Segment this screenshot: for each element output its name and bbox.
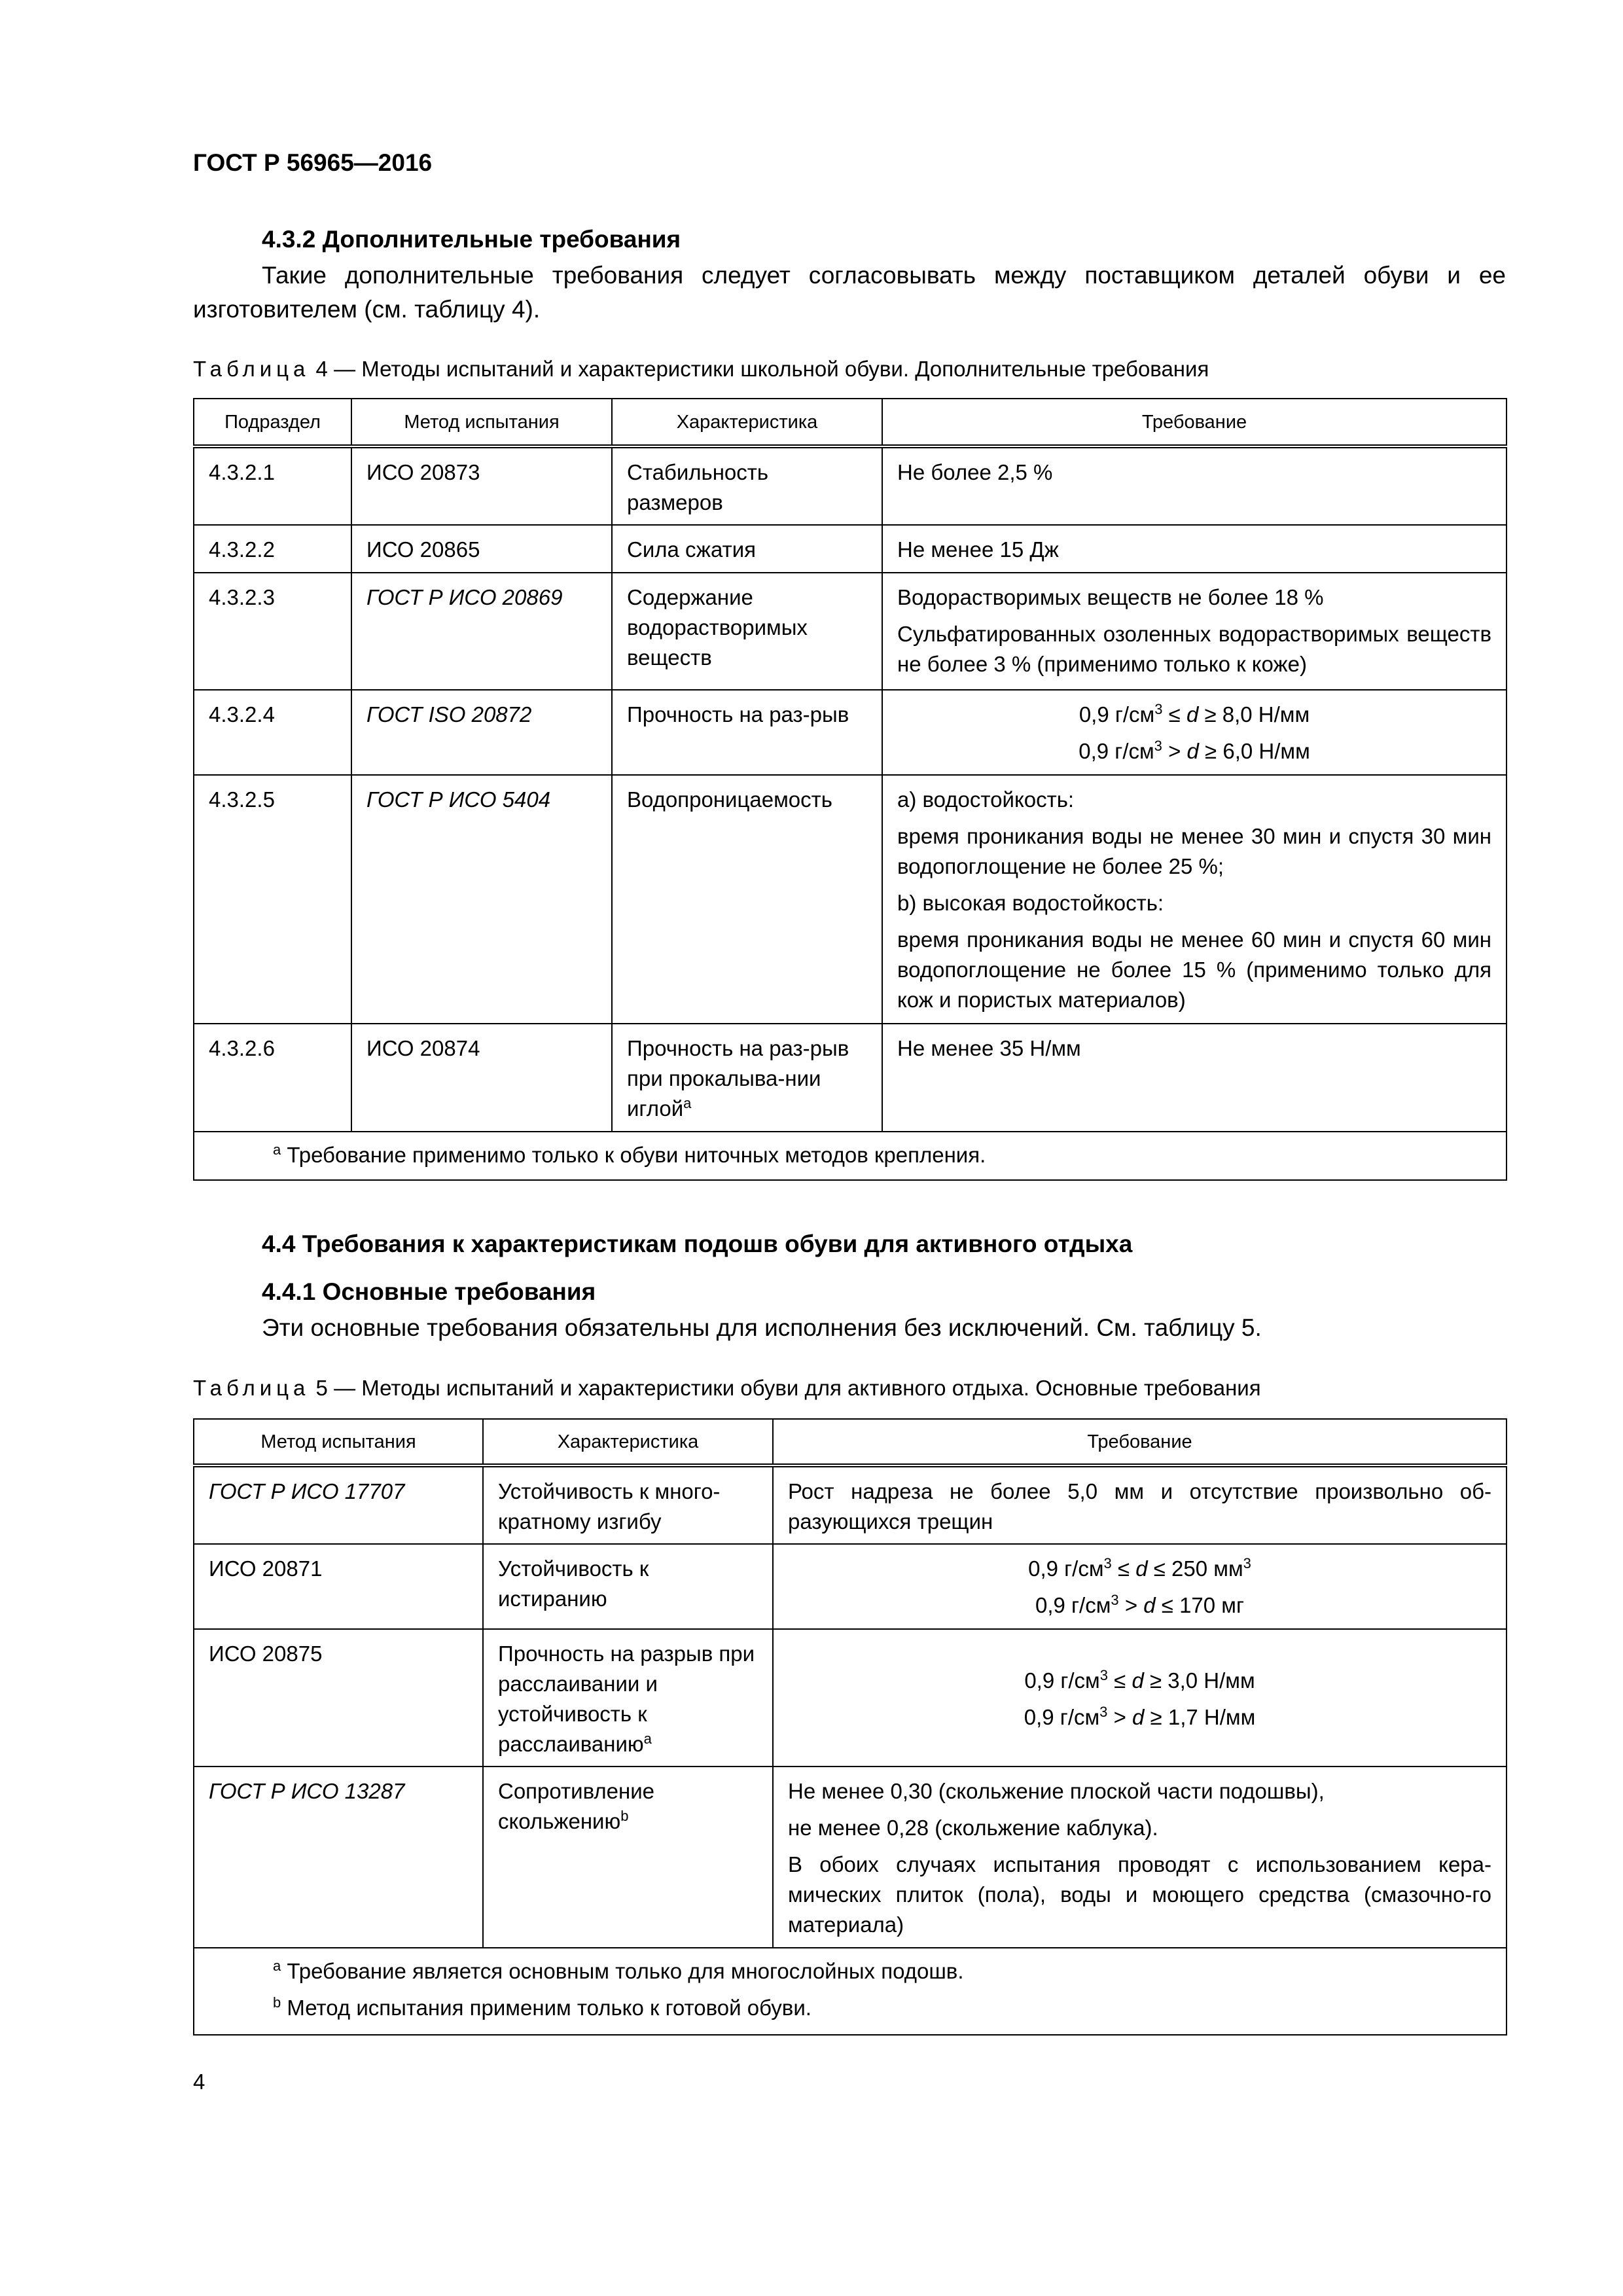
formula-part: > [1162,739,1187,763]
cell-requirement [773,1767,1507,1948]
table-header-row [194,1419,1507,1465]
superscript: 3 [1099,1667,1108,1683]
cell-subsection: 4.3.2.5 [194,775,351,1024]
cell-subsection: 4.3.2.4 [194,690,351,775]
table-row [194,1544,1507,1629]
table4-caption-text: 4 — Методы испытаний и характеристики школьной обуви. Дополнительные требования [310,357,1209,381]
column-header: Метод испытания [194,1419,483,1465]
cell-method: ГОСТ Р ИСО 20869 [351,573,612,690]
table-footnote-row [194,1132,1507,1180]
cell-method: ГОСТ Р ИСО 5404 [351,775,612,1024]
footnote [194,1132,1507,1180]
column-header: Требование [882,399,1507,446]
requirement-line: Сульфатированных озоленных водорастворимых веществ не более 3 % (применимо только к коже) [897,622,1491,676]
section-4-4-title: 4.4 Требования к характеристикам подошв обуви для активного отдыха [262,1230,1133,1257]
cell-method: ИСО 20871 [194,1544,483,1629]
formula-part: ≤ [1111,1556,1136,1581]
table-header-row [194,399,1507,446]
formula-part: ≤ 250 мм [1147,1556,1243,1581]
requirement-line: a) водостойкость: [897,787,1075,812]
formula-part: ≥ 8,0 Н/мм [1198,702,1310,726]
cell-requirement [773,1629,1507,1767]
footnote-text: Требование применимо только к обуви ниточных методов крепления. [281,1143,986,1167]
column-header: Требование [773,1419,1507,1465]
table-row [194,690,1507,775]
cell-characteristic: Устойчивость к истиранию [483,1544,773,1629]
page-number: 4 [193,2070,205,2094]
cell-requirement [773,1544,1507,1629]
superscript: 3 [1154,738,1162,754]
cell-requirement [882,690,1507,775]
footnote-mark: b [273,1994,281,2011]
formula-line [897,736,1491,766]
table4-caption-word: Таблица [193,357,310,381]
footnote-mark: a [683,1095,692,1111]
characteristic-text: Прочность на раз-рыв при прокалыва-нии иглой [627,1036,849,1121]
column-header: Характеристика [612,399,882,446]
footnote-mark: b [620,1808,629,1824]
superscript: 3 [1154,701,1163,717]
formula-part: 0,9 г/см [1024,1705,1100,1729]
footnote [273,1993,1491,2023]
footnote-text: Требование является основным только для многослойных подошв. [281,1959,964,1983]
formula-variable: d [1132,1705,1145,1729]
cell-requirement: Не менее 35 Н/мм [882,1024,1507,1132]
cell-requirement [882,573,1507,690]
section-4-3-2-title: 4.3.2 Дополнительные требования [262,226,681,253]
superscript: 3 [1103,1555,1112,1571]
cell-subsection: 4.3.2.2 [194,525,351,573]
table-row [194,525,1507,573]
table-footnote-row [194,1948,1507,2035]
formula-variable: d [1132,1668,1144,1693]
footnote [273,1956,1491,1986]
table-row [194,775,1507,1024]
document-header: ГОСТ Р 56965—2016 [193,149,433,176]
requirement-line: Водорастворимых веществ не более 18 % [897,585,1324,609]
formula-part: 0,9 г/см [1079,702,1155,726]
cell-method: ИСО 20875 [194,1629,483,1767]
formula-variable: d [1186,739,1199,763]
cell-characteristic [483,1629,773,1767]
cell-method: ИСО 20865 [351,525,612,573]
characteristic-text: Прочность на разрыв при расслаивании и устойчивость к расслаиванию [498,1641,755,1756]
superscript: 3 [1099,1704,1108,1720]
requirement-line: время проникания воды не менее 30 мин и спустя 30 мин водопоглощение не более 25 %; [897,824,1491,878]
footnote-text: Метод испытания применим только к готовой обуви. [281,1996,812,2020]
cell-method: ИСО 20874 [351,1024,612,1132]
formula-variable: d [1143,1593,1156,1617]
formula-part: 0,9 г/см [1028,1556,1104,1581]
table-row [194,1629,1507,1767]
formula-part: > [1118,1593,1144,1617]
formula-part: ≤ [1162,702,1186,726]
requirement-line: В обоих случаях испытания проводят с использованием кера-мических плиток (пола), воды и моющего средства (смазочно-го материала) [788,1852,1491,1937]
cell-characteristic: Содержание водорастворимых веществ [612,573,882,690]
section-4-4-1-text: Эти основные требования обязательны для исполнения без исключений. См. таблицу 5. [262,1314,1262,1341]
cell-requirement: Не менее 15 Дж [882,525,1507,573]
formula-part: 0,9 г/см [1035,1593,1111,1617]
column-header: Метод испытания [351,399,612,446]
characteristic-text: Сопротивление скольжению [498,1779,654,1833]
section-4-4-1-title: 4.4.1 Основные требования [262,1278,596,1305]
table4-caption [193,357,1209,382]
cell-method: ГОСТ Р ИСО 13287 [194,1767,483,1948]
section-4-3-2-text: Такие дополнительные требования следует согласовывать между поставщиком деталей обуви и ее изготовителем (см. таблицу 4). [193,262,1506,323]
formula-part: ≥ 3,0 Н/мм [1143,1668,1255,1693]
column-header: Характеристика [483,1419,773,1465]
table-row [194,1465,1507,1544]
requirement-line: не менее 0,28 (скольжение каблука). [788,1816,1158,1840]
table-row [194,573,1507,690]
cell-characteristic: Водопроницаемость [612,775,882,1024]
requirement-line: Не менее 0,30 (скольжение плоской части подошвы), [788,1779,1325,1803]
formula-line [788,1554,1491,1584]
formula-line [788,1702,1491,1732]
cell-method: ГОСТ Р ИСО 17707 [194,1465,483,1544]
footnote-mark: a [273,1958,281,1974]
footnotes [194,1948,1507,2035]
table5-caption [193,1376,1261,1401]
cell-subsection: 4.3.2.3 [194,573,351,690]
formula-part: 0,9 г/см [1024,1668,1100,1693]
cell-characteristic [483,1767,773,1948]
cell-method: ГОСТ ISO 20872 [351,690,612,775]
cell-characteristic: Прочность на раз-рыв [612,690,882,775]
formula-part: ≤ [1108,1668,1132,1693]
formula-part: > [1107,1705,1133,1729]
cell-characteristic: Стабильность размеров [612,446,882,525]
superscript: 3 [1243,1555,1251,1571]
formula-variable: d [1186,702,1199,726]
requirement-line: b) высокая водостойкость: [897,891,1164,915]
footnote-mark: a [273,1141,281,1158]
table5-caption-text: 5 — Методы испытаний и характеристики обуви для активного отдыха. Основные требования [310,1376,1261,1400]
table-row [194,446,1507,525]
cell-requirement [882,775,1507,1024]
requirement-line: время проникания воды не менее 60 мин и спустя 60 мин водопоглощение не более 15 % (применимо только для кож и пористых материалов) [897,927,1491,1012]
formula-part: 0,9 г/см [1079,739,1154,763]
cell-requirement: Не более 2,5 % [882,446,1507,525]
cell-characteristic: Сила сжатия [612,525,882,573]
table-row [194,1767,1507,1948]
table-4 [193,398,1507,1181]
formula-part: ≥ 6,0 Н/мм [1198,739,1310,763]
formula-variable: d [1135,1556,1148,1581]
cell-characteristic: Устойчивость к много-кратному изгибу [483,1465,773,1544]
footnote-mark: a [643,1731,652,1747]
table5-caption-word: Таблица [193,1376,310,1400]
cell-subsection: 4.3.2.1 [194,446,351,525]
cell-subsection: 4.3.2.6 [194,1024,351,1132]
column-header: Подраздел [194,399,351,446]
formula-line [788,1590,1491,1621]
formula-line [897,700,1491,730]
superscript: 3 [1111,1592,1119,1608]
cell-requirement: Рост надреза не более 5,0 мм и отсутствие произвольно об-разующихся трещин [773,1465,1507,1544]
table-5 [193,1418,1507,2036]
cell-method: ИСО 20873 [351,446,612,525]
formula-line [788,1666,1491,1696]
cell-characteristic [612,1024,882,1132]
formula-part: ≥ 1,7 Н/мм [1144,1705,1256,1729]
table-row [194,1024,1507,1132]
formula-part: ≤ 170 мг [1155,1593,1245,1617]
